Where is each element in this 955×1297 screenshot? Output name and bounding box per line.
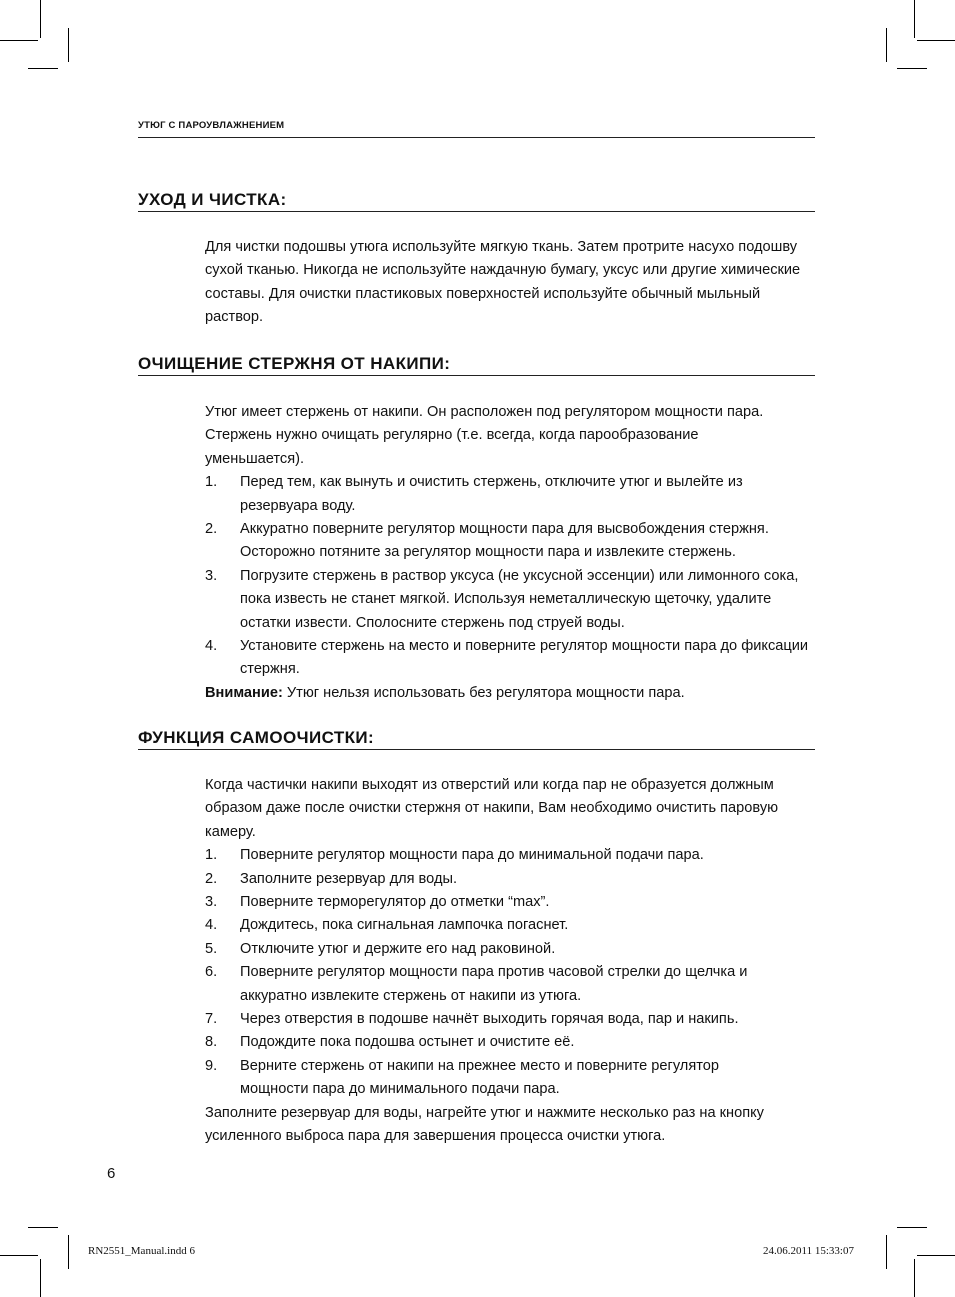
step-number: 3. bbox=[205, 567, 218, 584]
step-number: 8. bbox=[205, 1034, 218, 1051]
list-item bbox=[205, 1031, 817, 1054]
crop-mark bbox=[0, 1255, 38, 1256]
crop-mark bbox=[68, 1235, 69, 1269]
crop-mark bbox=[917, 1255, 955, 1256]
crop-mark bbox=[886, 28, 887, 62]
list-item bbox=[205, 635, 817, 682]
step-number: 4. bbox=[205, 917, 218, 934]
list-item bbox=[205, 471, 817, 518]
step-number: 1. bbox=[205, 847, 218, 864]
step-text: Поверните регулятор мощности пара против часовой стрелки до щелчка и аккуратно извлеките стержень от накипи из утюга. bbox=[240, 964, 748, 1004]
step-text: Дождитесь, пока сигнальная лампочка погаснет. bbox=[240, 917, 569, 934]
step-text: Поверните регулятор мощности пара до минимальной подачи пара. bbox=[240, 847, 704, 864]
list-item bbox=[205, 565, 817, 635]
list-item bbox=[205, 518, 817, 565]
descale-steps bbox=[205, 471, 817, 682]
step-text: Верните стержень от накипи на прежнее место и поверните регулятор мощности пара до минимального подачи пара. bbox=[240, 1057, 719, 1098]
step-text: Отключите утюг и держите его над раковиной. bbox=[240, 940, 556, 957]
section-title-care: УХОД И ЧИСТКА: bbox=[138, 190, 815, 212]
crop-mark bbox=[40, 1259, 41, 1297]
step-number: 5. bbox=[205, 940, 218, 957]
step-text: Аккуратно поверните регулятор мощности пара для высвобождения стержня. Осторожно потяните за регулятор мощности пара и извлеките стержень. bbox=[240, 521, 769, 561]
step-text: Погрузите стержень в раствор уксуса (не уксусной эссенции) или лимонного сока, пока известь не станет мягкой. Используя неметаллическую щеточку, удалите остатки извести. Сполосните стержень под струей воды. bbox=[240, 567, 799, 631]
crop-mark bbox=[917, 40, 955, 41]
step-text: Подождите пока подошва остынет и очистите её. bbox=[240, 1034, 575, 1051]
slug-datetime: 24.06.2011 15:33:07 bbox=[763, 1245, 854, 1257]
selfclean-block bbox=[205, 774, 817, 1149]
crop-mark bbox=[0, 40, 38, 41]
step-number: 1. bbox=[205, 474, 218, 491]
step-number: 4. bbox=[205, 638, 218, 655]
list-item bbox=[205, 868, 817, 891]
step-number: 7. bbox=[205, 1011, 218, 1028]
list-item bbox=[205, 961, 817, 1008]
step-text: Перед тем, как вынуть и очистить стержень, отключите утюг и вылейте из резервуара воду. bbox=[240, 474, 743, 514]
crop-mark bbox=[28, 1227, 58, 1228]
care-paragraph: Для чистки подошвы утюга используйте мягкую ткань. Затем протрите насухо подошву сухой тканью. Никогда не используйте наждачную бумагу, уксус или другие химические составы. Для очистки пластиковых поверхностей используйте обычный мыльный раствор. bbox=[205, 239, 801, 326]
selfclean-outro: Заполните резервуар для воды, нагрейте утюг и нажмите несколько раз на кнопку усиленного выброса пара для завершения процесса очистки утюга. bbox=[205, 1104, 764, 1145]
step-text: Поверните терморегулятор до отметки “max”. bbox=[240, 894, 550, 911]
list-item bbox=[205, 938, 817, 961]
descale-block bbox=[205, 401, 817, 705]
step-number: 6. bbox=[205, 964, 218, 981]
descale-note bbox=[205, 682, 817, 705]
crop-mark bbox=[914, 0, 915, 38]
descale-intro: Утюг имеет стержень от накипи. Он расположен под регулятором мощности пара. Стержень нужно очищать регулярно (т.е. всегда, когда парообразование уменьшается). bbox=[205, 404, 764, 467]
list-item bbox=[205, 844, 817, 867]
list-item bbox=[205, 1008, 817, 1031]
crop-mark bbox=[914, 1259, 915, 1297]
crop-mark bbox=[28, 68, 58, 69]
slug-file: RN2551_Manual.indd 6 bbox=[88, 1245, 195, 1257]
step-text: Установите стержень на место и поверните регулятор мощности пара до фиксации стержня. bbox=[240, 638, 809, 678]
page-number: 6 bbox=[107, 1165, 116, 1182]
step-text: Заполните резервуар для воды. bbox=[240, 870, 458, 887]
list-item bbox=[205, 914, 817, 937]
crop-mark bbox=[68, 28, 69, 62]
crop-mark bbox=[897, 68, 927, 69]
list-item bbox=[205, 891, 817, 914]
step-number: 2. bbox=[205, 521, 218, 538]
care-paragraph-block bbox=[205, 236, 817, 330]
crop-mark bbox=[897, 1227, 927, 1228]
step-number: 2. bbox=[205, 870, 218, 887]
selfclean-intro: Когда частички накипи выходят из отверстий или когда пар не образуется должным образом даже после очистки стержня от накипи, Вам необходимо очистить паровую камеру. bbox=[205, 777, 779, 840]
running-head: УТЮГ С ПАРОУВЛАЖНЕНИЕМ bbox=[138, 120, 815, 138]
step-number: 9. bbox=[205, 1057, 218, 1074]
note-text: Утюг нельзя использовать без регулятора мощности пара. bbox=[282, 684, 685, 701]
note-label: Внимание: bbox=[205, 684, 283, 701]
crop-mark bbox=[40, 0, 41, 38]
selfclean-steps bbox=[205, 844, 817, 1101]
crop-mark bbox=[886, 1235, 887, 1269]
step-text: Через отверстия в подошве начнёт выходить горячая вода, пар и накипь. bbox=[240, 1011, 739, 1028]
list-item bbox=[205, 1055, 817, 1102]
step-number: 3. bbox=[205, 894, 218, 911]
section-title-selfclean: ФУНКЦИЯ САМООЧИСТКИ: bbox=[138, 728, 815, 750]
section-title-descale: ОЧИЩЕНИЕ СТЕРЖНЯ ОТ НАКИПИ: bbox=[138, 354, 815, 376]
